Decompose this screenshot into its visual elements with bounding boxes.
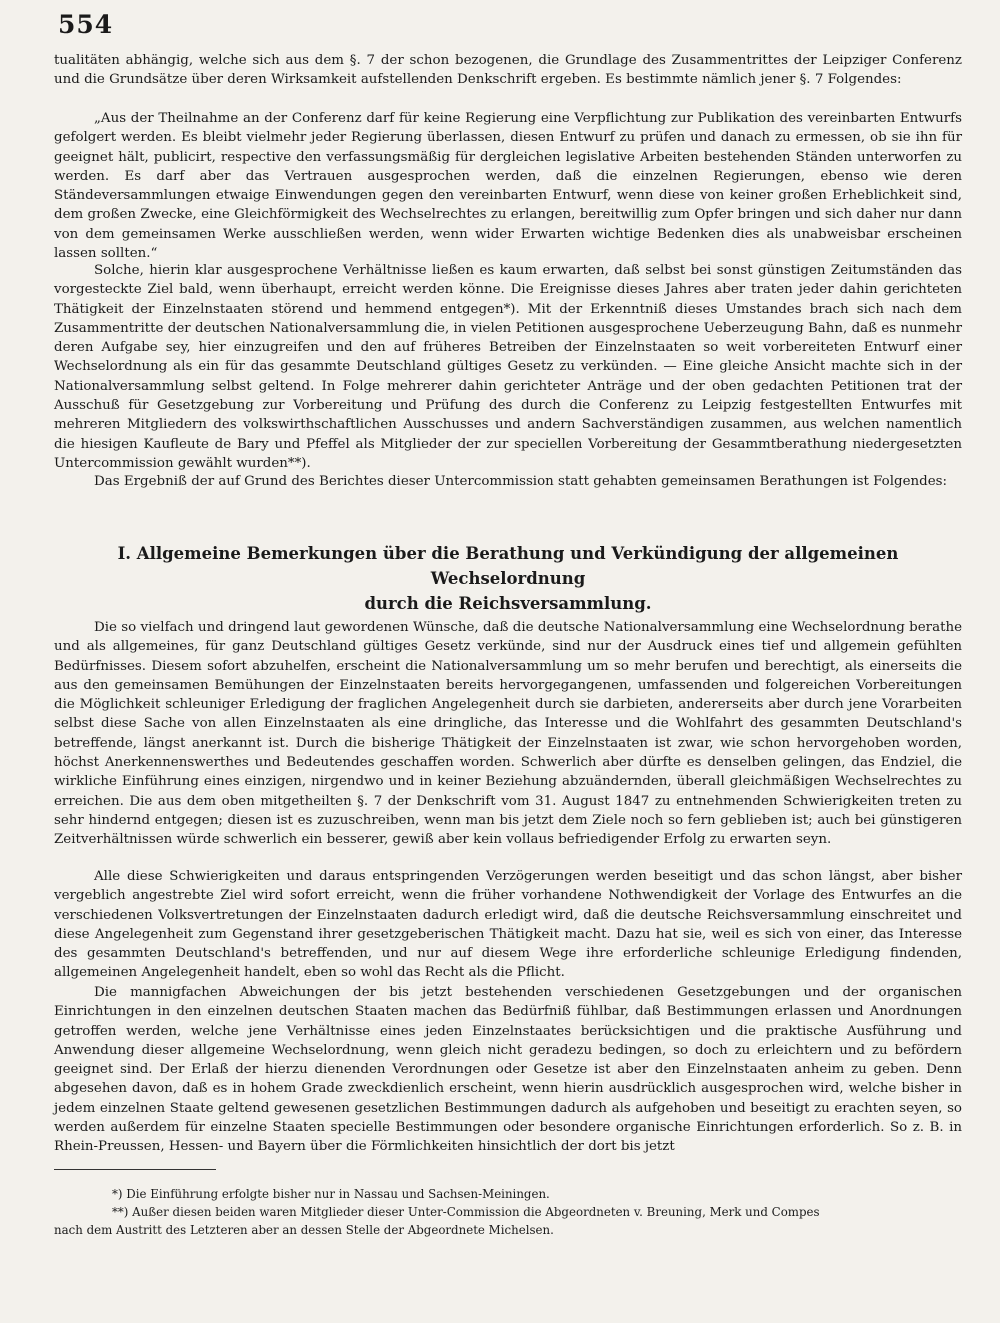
- intro-paragraph-block: [54, 51, 962, 90]
- quoted-paragraph: „Aus der Theilnahme an der Conferenz darf für keine Regierung eine Verpflichtung zur Publikation des vereinbarten Entwurfs gefolgert werden. Es bleibt vielmehr jeder Regierung überlassen, diesen Entwurf zu prüfen und danach zu ermessen, ob sie ihn für geeignet hält, publicirt, respective den verfassungsmäßig für dergleichen legislative Arbeiten bestehenden Ständen unterworfen zu werden. Es darf aber das Vertrauen ausgesprochen werden, daß die einzelnen Regierungen, ebenso wie deren Ständeversammlungen etwaige Einwendungen gegen den vereinbarten Entwurf, wenn diese von keiner großen Erheblichkeit sind, dem großen Zwecke, eine Gleichförmigkeit des Wechselrechtes zu erlangen, bereitwillig zum Opfer bringen und sich daher nur dann von dem gemeinsamen Werke ausschließen werden, wenn wider Erwarten wichtige Bedenken dies als unabweisbar erscheinen lassen sollten.“: [54, 111, 962, 262]
- section-heading-line-2: durch die Reichsversammlung.: [364, 594, 652, 613]
- paragraph-4: Das Ergebniß der auf Grund des Berichtes dieser Untercommission statt gehabten gemeinsamen Berathungen ist Folgendes:: [94, 474, 948, 489]
- footnote-2-line-2: nach dem Austritt des Letzteren aber an dessen Stelle der Abgeordnete Michelsen.: [54, 1223, 554, 1237]
- footnote-2-line-1: **) Außer diesen beiden waren Mitglieder dieser Unter-Commission die Abgeordneten v. Breuning, Merk und Compes: [112, 1205, 820, 1219]
- section-paragraph-block-1: [54, 618, 962, 850]
- section-paragraph-block-3: [54, 983, 962, 1157]
- section-heading: [54, 541, 962, 616]
- section-heading-line-1: I. Allgemeine Bemerkungen über die Berathung und Verkündigung der allgemeinen Wechselordnung: [117, 544, 899, 588]
- quoted-paragraph-block: [54, 109, 962, 263]
- footnote-divider: [54, 1169, 216, 1170]
- paragraph-block-3: [54, 261, 962, 473]
- paragraph-block-4: [54, 472, 962, 491]
- intro-paragraph: tualitäten abhängig, welche sich aus dem §. 7 der schon bezogenen, die Grundlage des Zusammentrittes der Leipziger Conferenz und die Grundsätze über deren Wirksamkeit aufstellenden Denkschrift ergeben. Es bestimmte nämlich jener §. 7 Folgendes:: [54, 53, 962, 88]
- page-number: 554: [58, 10, 114, 39]
- paragraph-3: Solche, hierin klar ausgesprochene Verhältnisse ließen es kaum erwarten, daß selbst bei sonst günstigen Zeitumständen das vorgesteckte Ziel bald, wenn überhaupt, erreicht werden könne. Die Ereignisse dieses Jahres aber traten jeder dahin gerichteten Thätigkeit der Einzelnstaaten störend und hemmend entgegen*). Mit der Erkenntniß dieses Umstandes brach sich nach dem Zusammentritte der deutschen Nationalversammlung die, in vielen Petitionen ausgesprochene Ueberzeugung Bahn, daß es nunmehr deren Aufgabe sey, hier einzugreifen und den auf früheres Betreiben der Einzelnstaaten so weit vorbereiteten Entwurf einer Wechselordnung als ein für das gesammte Deutschland gültiges Gesetz zu verkünden. — Eine gleiche Ansicht machte sich in der Nationalversammlung selbst geltend. In Folge mehrerer dahin gerichteter Anträge und der oben gedachten Petitionen trat der Ausschuß für Gesetzgebung zur Vorbereitung und Prüfung des durch die Conferenz zu Leipzig festgestellten Entwurfes mit mehreren Mitgliedern des volkswirthschaftlichen Ausschusses und andern Sachverständigen zusammen, aus welchen namentlich die hiesigen Kaufleute de Bary und Pfeffel als Mitglieder der zur speciellen Vorbereitung der Gesammtberathung niedergesetzten Untercommission gewählt wurden**).: [54, 263, 962, 471]
- section-paragraph-1: Die so vielfach und dringend laut gewordenen Wünsche, daß die deutsche Nationalversammlung eine Wechselordnung berathe und als allgemeines, für ganz Deutschland gültiges Gesetz verkünde, sind nur der Ausdruck eines tief und allgemein gefühlten Bedürfnisses. Diesem sofort abzuhelfen, erscheint die Nationalversammlung um so mehr berufen und berechtigt, als einerseits die aus den gemeinsamen Bemühungen der Einzelnstaaten bereits hervorgegangenen, umfassenden und folgereichen Vorbereitungen die Möglichkeit schleuniger Erledigung der fraglichen Angelegenheit durch sie darbieten, andererseits aber durch jene Vorarbeiten selbst diese Sache von allen Einzelnstaaten als eine dringliche, das Interesse und die Wohlfahrt des gesammten Deutschland's betreffende, längst anerkannt ist. Durch die bisherige Thätigkeit der Einzelnstaaten ist zwar, wie schon hervorgehoben worden, höchst Anerkennenswerthes und Bedeutendes geschaffen worden. Schwerlich aber dürfte es denselben gelingen, das Endziel, die wirkliche Einführung eines einzigen, nirgendwo und in keiner Beziehung abzuändernden, überall gleichmäßigen Wechselrechtes zu erreichen. Die aus dem oben mitgetheilten §. 7 der Denkschrift vom 31. August 1847 zu entnehmenden Schwierigkeiten treten zu sehr hindernd entgegen; diesen ist es zuzuschreiben, wenn man bis jetzt dem Ziele noch so fern geblieben ist; auch bei günstigeren Zeitverhältnissen würde schwerlich ein besserer, gewiß aber kein vollaus befriedigender Erfolg zu erwarten seyn.: [54, 620, 962, 848]
- footnotes: [54, 1185, 962, 1239]
- section-paragraph-2: Alle diese Schwierigkeiten und daraus entspringenden Verzögerungen werden beseitigt und das schon längst, aber bisher vergeblich angestrebte Ziel wird sofort erreicht, wenn die früher vorhandene Nothwendigkeit der Vorlage des Entwurfes an die verschiedenen Volksvertretungen der Einzelnstaaten dadurch erledigt wird, daß die deutsche Reichsversammlung einschreitet und diese Angelegenheit zum Gegenstand ihrer gesetzgeberischen Thätigkeit macht. Dazu hat sie, weil es sich von einer, das Interesse des gesammten Deutschland's betreffenden, und nur auf diesem Wege ihre erforderliche schleunige Erledigung findenden, allgemeinen Angelegenheit handelt, eben so wohl das Recht als die Pflicht.: [54, 869, 962, 981]
- section-paragraph-block-2: [54, 867, 962, 983]
- section-paragraph-3: Die mannigfachen Abweichungen der bis jetzt bestehenden verschiedenen Gesetzgebungen und der organischen Einrichtungen in den einzelnen deutschen Staaten machen das Bedürfniß fühlbar, daß Bestimmungen erlassen und Anordnungen getroffen werden, welche jene Verhältnisse eines jeden Einzelnstaates berücksichtigen und die praktische Ausführung und Anwendung dieser allgemeine Wechselordnung, wenn gleich nicht geradezu bedingen, so doch zu erleichtern und zu befördern geeignet sind. Der Erlaß der hierzu dienenden Verordnungen oder Gesetze ist aber den Einzelnstaaten anheim zu geben. Denn abgesehen davon, daß es in hohem Grade zweckdienlich erscheint, wenn hierin ausdrücklich ausgesprochen wird, welche bisher in jedem einzelnen Staate geltend gewesenen gesetzlichen Bestimmungen dadurch als aufgehoben und beseitigt zu erachten seyen, so werden außerdem für einzelne Staaten specielle Bestimmungen oder besondere organische Einrichtungen erforderlich. So z. B. in Rhein-Preussen, Hessen- und Bayern über die Förmlichkeiten hinsichtlich der dort bis jetzt: [54, 985, 962, 1155]
- footnote-1: *) Die Einführung erfolgte bisher nur in Nassau und Sachsen-Meiningen.: [112, 1187, 550, 1201]
